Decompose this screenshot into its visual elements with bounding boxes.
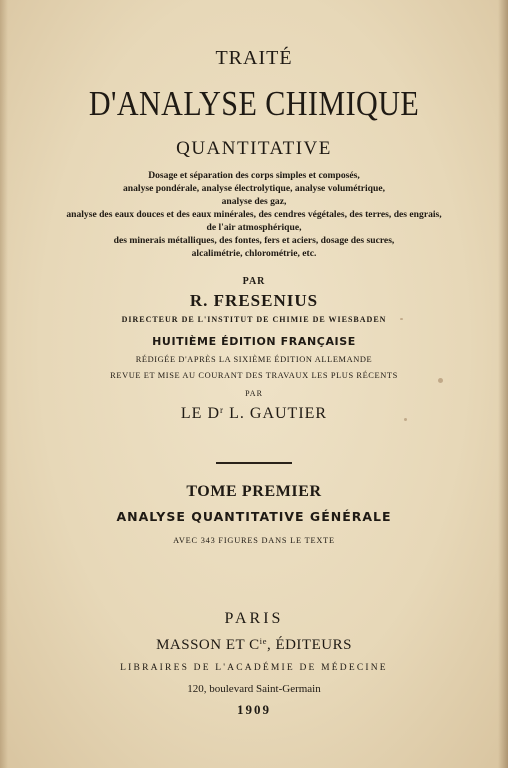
translator-prefix: LE D	[180, 405, 221, 422]
paper-speck	[400, 318, 403, 320]
publisher-address: 120, boulevard Saint-Germain	[187, 683, 321, 695]
page-edge-right	[498, 0, 508, 768]
page-edge-left	[0, 0, 8, 768]
title-line-2: D'ANALYSE CHIMIQUE	[88, 84, 420, 123]
translator-name	[0, 406, 508, 422]
title-line-1: TRAITÉ	[215, 47, 293, 69]
description-line: de l'air atmosphérique,	[206, 222, 302, 233]
publisher-sup: ie	[259, 636, 267, 646]
edition-heading: HUITIÈME ÉDITION FRANÇAISE	[152, 335, 356, 348]
volume-title: TOME PREMIER	[186, 483, 322, 500]
publication-year: 1909	[237, 702, 271, 717]
publisher-suffix: , ÉDITEURS	[266, 636, 352, 653]
description-line: alcalimétrie, chlorométrie, etc.	[191, 248, 317, 259]
by-label: PAR	[242, 276, 266, 287]
publisher-note: LIBRAIRES DE L'ACADÉMIE DE MÉDECINE	[120, 663, 388, 673]
description-line: analyse des eaux douces et des eaux minérales, des cendres végétales, des terres, des engrais,	[66, 209, 442, 220]
publisher-city: PARIS	[224, 610, 284, 627]
publisher-prefix: MASSON ET C	[156, 636, 260, 653]
publisher-name	[0, 637, 508, 653]
redaction-line-2: REVUE ET MISE AU COURANT DES TRAVAUX LES PLUS RÉCENTS	[110, 371, 398, 380]
translator-surname: L. GAUTIER	[224, 405, 328, 422]
translator-sup: r	[220, 405, 225, 416]
description-line: analyse pondérale, analyse électrolytique, analyse volumétrique,	[122, 183, 386, 194]
description-line: analyse des gaz,	[221, 196, 287, 207]
author-role: DIRECTEUR DE L'INSTITUT DE CHIMIE DE WIESBADEN	[121, 315, 387, 324]
redaction-line-1: RÉDIGÉE D'APRÈS LA SIXIÈME ÉDITION ALLEMANDE	[135, 355, 373, 364]
paper-speck	[438, 378, 443, 383]
author-name: R. FRESENIUS	[189, 291, 319, 310]
title-line-3: QUANTITATIVE	[176, 138, 332, 159]
divider-rule	[216, 462, 292, 464]
description-line: des minerais métalliques, des fontes, fers et aciers, dosage des sucres,	[113, 235, 395, 246]
volume-subtitle: ANALYSE QUANTITATIVE GÉNÉRALE	[116, 509, 392, 524]
description-line: Dosage et séparation des corps simples et composés,	[148, 170, 360, 181]
paper-speck	[404, 418, 407, 421]
figures-note: AVEC 343 FIGURES DANS LE TEXTE	[173, 536, 335, 545]
by-label-2: PAR	[245, 389, 263, 398]
